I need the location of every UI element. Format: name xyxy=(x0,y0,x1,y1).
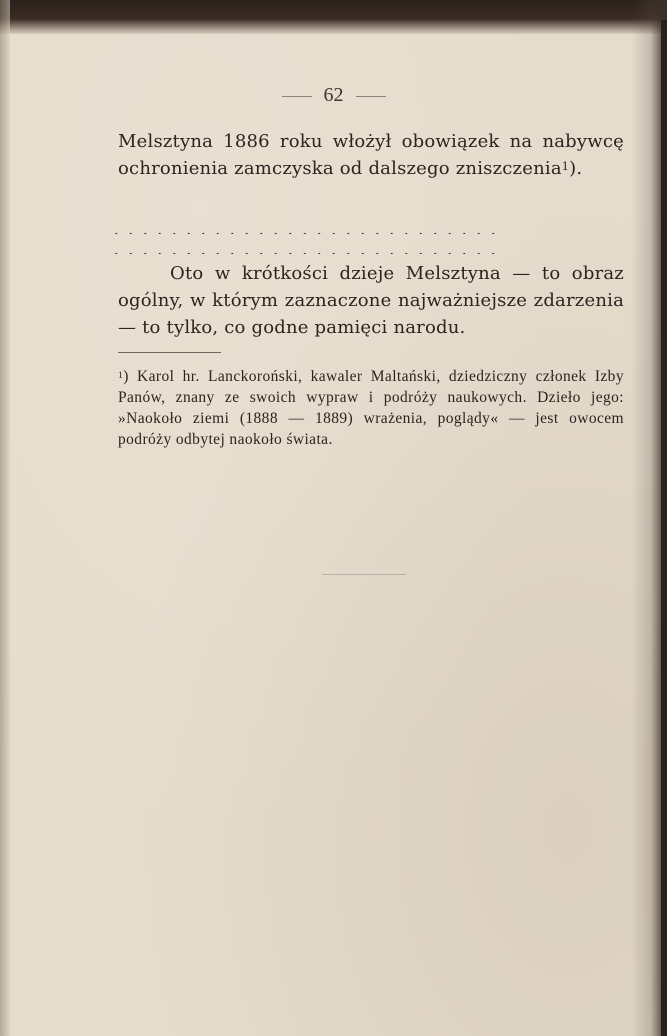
right-binding-edge xyxy=(661,20,667,1036)
footnote xyxy=(118,366,624,450)
paragraph-1-trailing: ). xyxy=(569,158,583,179)
paragraph-2: Oto w krótkości dzieje Melsztyna — to obraz ogólny, w którym zaznaczone najważniejsze zdarzenia — to tylko, co godne pamięci narodu. xyxy=(118,263,624,338)
top-binding-edge xyxy=(0,0,667,34)
paragraph-1-text: Melsztyna 1886 roku włożył obowiązek na nabywcę ochronienia zamczyska od dalszego zniszczenia xyxy=(118,131,624,179)
footnote-separator-rule xyxy=(118,352,221,353)
footnote-text: ) Karol hr. Lanckoroński, kawaler Maltański, dziedziczny członek Izby Panów, znany ze swoich wypraw i podróży naukowych. Dzieło jego: »Naokoło ziemi (1888 — 1889) wrażenia, poglądy« — jest owocem podróży odbytej naokoło świata. xyxy=(118,368,624,448)
left-page-edge xyxy=(0,0,10,1036)
footnote-marker: 1 xyxy=(118,369,124,381)
ellipsis-row-1: ........................... xyxy=(114,224,506,234)
page-number xyxy=(0,84,667,107)
page-number-value: 62 xyxy=(323,84,344,106)
ellipsis-row-2: ........................... xyxy=(114,244,506,254)
page-number-left-dash xyxy=(282,96,312,97)
paragraph-1 xyxy=(118,128,624,182)
page-number-right-dash xyxy=(356,96,386,97)
footnote-reference: 1 xyxy=(561,160,570,174)
show-through-rule xyxy=(322,574,406,575)
